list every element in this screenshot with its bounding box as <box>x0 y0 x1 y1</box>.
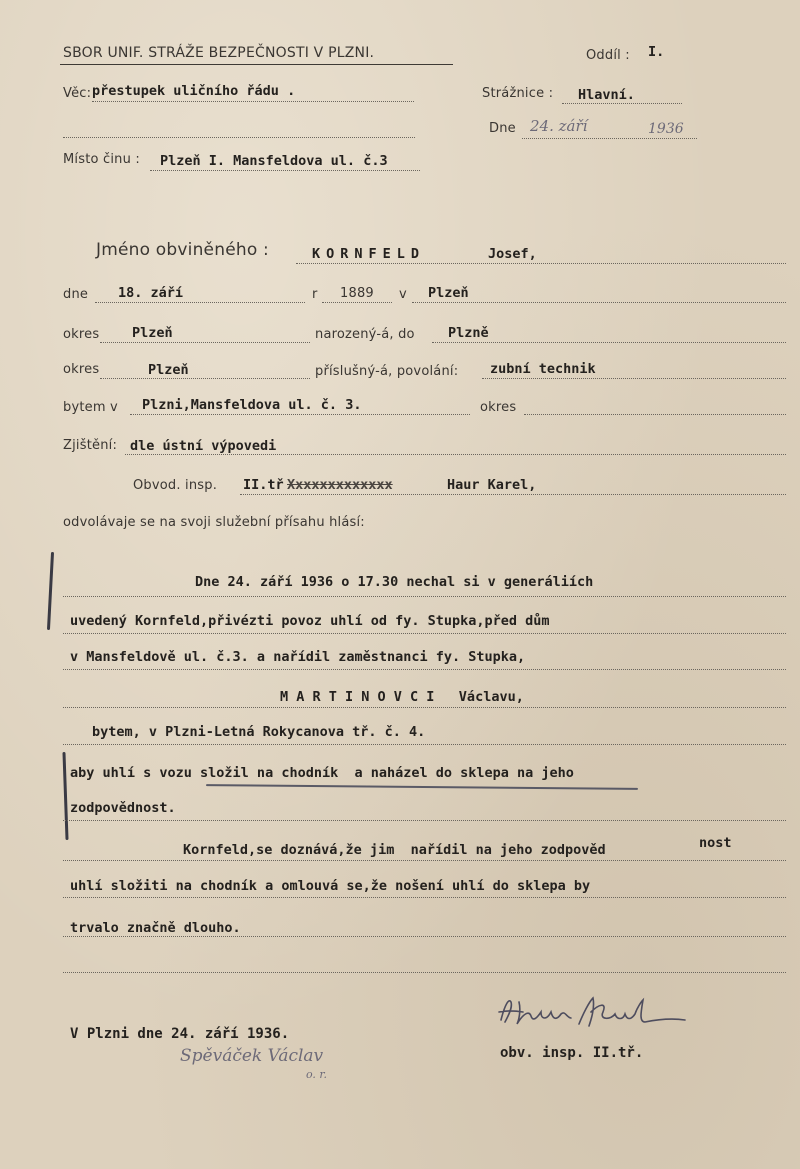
body-line-3: v Mansfeldově ul. č.3. a nařídil zaměstnanci fy. Stupka, <box>70 649 526 665</box>
birth-year: 1889 <box>340 286 374 301</box>
oath-text: odvolávaje se na svoji služební přísahu hlásí: <box>63 515 365 530</box>
body-line-1: Dne 24. září 1936 o 17.30 nechal si v generáliích <box>195 574 594 590</box>
okres2-label: okres <box>63 362 100 377</box>
dne-dotted-line <box>522 138 697 139</box>
occupation: zubní technik <box>490 361 596 377</box>
birth-place-dotted-line <box>412 302 786 303</box>
dne-handwritten-year: 1936 <box>648 121 684 137</box>
body-line-4: M A R T I N O V C I Václavu, <box>280 689 524 705</box>
body-line-10: trvalo značně dlouho. <box>70 920 241 936</box>
body-line-9-dots <box>63 897 786 898</box>
struck-out-text: Xxxxxxxxxxxxx <box>287 477 393 493</box>
body-line-10-dots <box>63 936 786 937</box>
birth-date: 18. září <box>118 285 184 301</box>
footer-place-date: V Plzni dne 24. září 1936. <box>70 1026 290 1042</box>
oddil-label: Oddíl : <box>586 48 630 63</box>
body-line-8: Kornfeld,se doznává,že jim nařídil na jeho zodpověd <box>183 842 606 858</box>
straznice-label: Strážnice : <box>482 86 554 101</box>
body-line-3-dots <box>63 669 786 670</box>
narozeny-dotted-line <box>432 342 786 343</box>
birth-date-dotted-line <box>95 302 305 303</box>
vec-second-line <box>63 137 415 138</box>
occupation-dotted-line <box>482 378 786 379</box>
obvod-label: Obvod. insp. <box>133 478 218 493</box>
body-line-8-insert: nost <box>699 835 732 851</box>
birth-district: Plzeň <box>132 325 173 341</box>
body-line-4-dots <box>63 707 786 708</box>
obvod-dotted-line <box>240 494 786 495</box>
v-label: v <box>399 287 407 302</box>
body-line-7: zodpovědnost. <box>70 800 176 816</box>
jmeno-dotted-line <box>296 263 786 264</box>
body-line-11-dots <box>63 972 786 973</box>
vec-label: Věc: <box>63 86 92 101</box>
body-line-7-dots <box>63 820 786 821</box>
footer-handwritten-name: Spěváček Václav <box>180 1046 324 1066</box>
bytem-label: bytem v <box>63 400 118 415</box>
body-line-2-dots <box>63 633 786 634</box>
narozeny-value: Plzně <box>448 325 489 341</box>
jmeno-label: Jméno obviněného : <box>96 240 269 260</box>
body-line-1-dots <box>63 596 786 597</box>
body-line-9: uhlí složiti na chodník a omlouvá se,že nošení uhlí do sklepa by <box>70 878 591 894</box>
zjisteni-dotted-line <box>125 454 786 455</box>
address-value: Plzni,Mansfeldova ul. č. 3. <box>142 397 362 413</box>
birth-place: Plzeň <box>428 285 469 301</box>
zjisteni-value: dle ústní výpovedi <box>130 438 277 454</box>
misto-label: Místo činu : <box>63 152 140 167</box>
address-dotted-line <box>130 414 470 415</box>
dne-birth-label: dne <box>63 287 89 302</box>
domicile-district: Plzeň <box>148 362 189 378</box>
body-line-8-dots <box>63 860 786 861</box>
footer-rank: obv. insp. II.tř. <box>500 1045 644 1061</box>
oddil-value: I. <box>648 44 665 60</box>
straznice-value: Hlavní. <box>578 87 635 103</box>
dne-handwritten-date: 24. září <box>530 117 588 135</box>
okres-label: okres <box>63 327 100 342</box>
okres3-dotted-line <box>524 414 786 415</box>
body-line-5-dots <box>63 744 786 745</box>
narozeny-label: narozený-á, do <box>315 327 415 342</box>
organization-title: SBOR UNIF. STRÁŽE BEZPEČNOSTI V PLZNI. <box>63 45 375 61</box>
body-line-2: uvedený Kornfeld,přivézti povoz uhlí od fy. Stupka,před dům <box>70 613 550 629</box>
margin-pen-mark-bottom <box>62 752 68 840</box>
misto-dotted-line <box>150 170 420 171</box>
obvod-rank: II.tř <box>243 477 284 493</box>
birth-district-dotted-line <box>100 342 310 343</box>
organization-underline <box>60 64 453 65</box>
body-line-5: bytem, v Plzni-Letná Rokycanova tř. č. 4. <box>92 724 426 740</box>
birth-year-dotted-line <box>322 302 392 303</box>
body-pen-underline <box>206 784 638 789</box>
accused-surname: KORNFELD <box>312 246 426 262</box>
vec-value: přestupek uličního řádu . <box>92 83 296 99</box>
r-label: r <box>312 287 318 302</box>
accused-firstname: Josef, <box>488 246 537 262</box>
officer-signature <box>495 990 695 1036</box>
body-line-6: aby uhlí s vozu složil na chodník a naházel do sklepa na jeho <box>70 765 574 781</box>
okres3-label: okres <box>480 400 517 415</box>
margin-pen-mark-top <box>47 552 54 630</box>
vec-dotted-line <box>92 101 414 102</box>
zjisteni-label: Zjištění: <box>63 438 118 453</box>
misto-value: Plzeň I. Mansfeldova ul. č.3 <box>160 153 388 169</box>
footer-handwritten-note: o. r. <box>306 1068 327 1081</box>
prislusny-label: příslušný-á, povolání: <box>315 364 459 379</box>
officer-name: Haur Karel, <box>447 477 537 493</box>
domicile-dotted-line <box>100 378 310 379</box>
straznice-dotted-line <box>562 103 682 104</box>
dne-label: Dne <box>489 121 516 136</box>
